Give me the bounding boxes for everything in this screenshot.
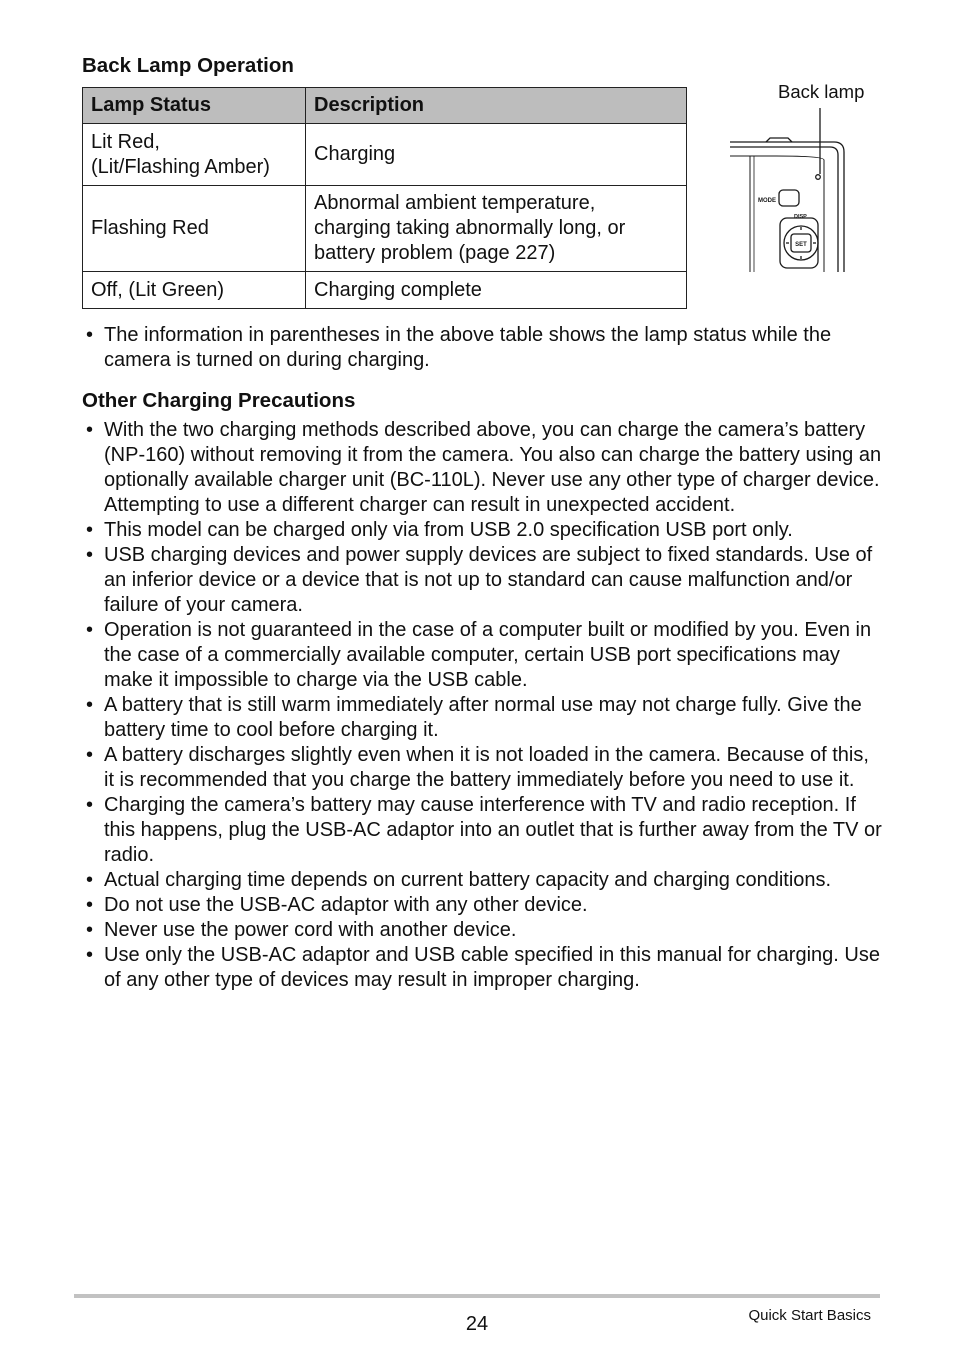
footer-section-name: Quick Start Basics bbox=[748, 1307, 871, 1324]
lamp-status-table bbox=[82, 87, 687, 309]
cell-line: Lit Red, bbox=[91, 130, 160, 153]
lamp-status-cell: Off, (Lit Green) bbox=[83, 272, 306, 309]
mode-label: MODE bbox=[758, 198, 776, 204]
list-item: • USB charging devices and power supply devices are subject to fixed standards. Use of an inferior device or a device that is not up to standard can cause malfunction and/or failure of your camera. bbox=[86, 544, 873, 616]
bullet-dot-icon: • bbox=[86, 544, 94, 566]
page-number: 24 bbox=[465, 1313, 489, 1335]
list-item: • A battery that is still warm immediately after normal use may not charge fully. Give the battery time to cool before charging it. bbox=[86, 694, 862, 741]
mode-button-icon bbox=[779, 190, 799, 206]
column-header-lamp-status: Lamp Status bbox=[83, 88, 306, 124]
bullet-dot-icon: • bbox=[86, 324, 94, 346]
precautions-list bbox=[82, 418, 882, 993]
table-row bbox=[83, 124, 687, 186]
bullet-dot-icon: • bbox=[86, 794, 94, 816]
set-label: SET bbox=[795, 242, 807, 248]
note-text: The information in parentheses in the above table shows the lamp status while the camera is turned on during charging. bbox=[104, 324, 832, 371]
bullet-dot-icon: • bbox=[86, 894, 94, 916]
list-item: • Charging the camera’s battery may cause interference with TV and radio reception. If this happens, plug the USB-AC adaptor into an outlet that is further away from the TV or radio. bbox=[86, 794, 882, 866]
lamp-status-cell: Flashing Red bbox=[83, 186, 306, 272]
cell-line: (Lit/Flashing Amber) bbox=[91, 155, 270, 178]
lamp-status-cell bbox=[83, 124, 306, 186]
description-cell: Charging complete bbox=[306, 272, 687, 309]
back-lamp-callout-label: Back lamp bbox=[778, 81, 865, 102]
list-item: • A battery discharges slightly even when it is not loaded in the camera. Because of this, it is recommended that you charge the battery immediately before you need to use it. bbox=[86, 744, 869, 791]
list-item: • Use only the USB-AC adaptor and USB cable specified in this manual for charging. Use of any other type of devices may result in improper charging. bbox=[86, 944, 880, 991]
section-title-other-charging-precautions: Other Charging Precautions bbox=[82, 389, 356, 412]
bullet-dot-icon: • bbox=[86, 944, 94, 966]
bullet-dot-icon: • bbox=[86, 519, 94, 541]
bullet-dot-icon: • bbox=[86, 744, 94, 766]
list-item: • With the two charging methods described above, you can charge the camera’s battery (NP-160) without removing it from the camera. You also can charge the battery using an optionally available charger unit (BC-110L). Never use any other type of charger device. Attempting to use a different charger can result in unexpected accident. bbox=[86, 419, 882, 516]
bullet-dot-icon: • bbox=[86, 694, 94, 716]
list-item: • Never use the power cord with another device. bbox=[86, 919, 517, 941]
section-title-back-lamp-operation: Back Lamp Operation bbox=[82, 54, 294, 77]
list-item: • This model can be charged only via from USB 2.0 specification USB port only. bbox=[86, 519, 793, 541]
table-note bbox=[82, 323, 882, 373]
list-item: • Operation is not guaranteed in the case of a computer built or modified by you. Even in the case of a commercially available computer, certain USB port specifications may make it impossible to charge via the USB cable. bbox=[86, 619, 872, 691]
bullet-dot-icon: • bbox=[86, 919, 94, 941]
bullet-dot-icon: • bbox=[86, 869, 94, 891]
bullet-dot-icon: • bbox=[86, 619, 94, 641]
disp-label: DISP bbox=[794, 214, 807, 220]
description-cell bbox=[306, 186, 687, 272]
cell-line: battery problem (page 227) bbox=[314, 242, 556, 264]
table-row bbox=[83, 272, 687, 309]
table-row bbox=[83, 186, 687, 272]
cell-line: charging taking abnormally long, or bbox=[314, 217, 626, 239]
back-lamp-indicator bbox=[816, 175, 821, 180]
camera-back-illustration bbox=[726, 106, 856, 276]
bullet-dot-icon: • bbox=[86, 419, 94, 441]
description-cell: Charging bbox=[306, 124, 687, 186]
table-header-row bbox=[83, 88, 687, 124]
list-item: • Do not use the USB-AC adaptor with any other device. bbox=[86, 894, 588, 916]
footer-divider bbox=[74, 1294, 880, 1298]
cell-line: Abnormal ambient temperature, bbox=[314, 192, 596, 214]
list-item: • Actual charging time depends on current battery capacity and charging conditions. bbox=[86, 869, 832, 891]
column-header-description: Description bbox=[306, 88, 687, 124]
